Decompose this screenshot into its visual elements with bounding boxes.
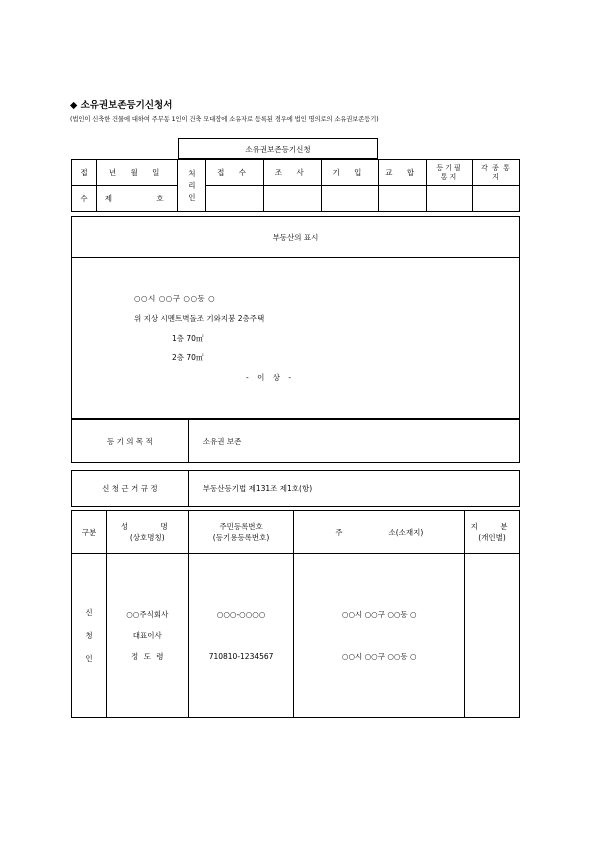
basis-value[interactable]: 부동산등기법 제131조 제1호(항) xyxy=(188,471,519,507)
representative-title: 대표이사 xyxy=(132,631,162,640)
each-notice-cell[interactable] xyxy=(473,186,520,212)
check-cell[interactable] xyxy=(379,186,427,212)
entry-cell[interactable] xyxy=(321,186,379,212)
application-heading-box xyxy=(178,138,378,159)
representative-name: 정 도 령 xyxy=(131,652,164,661)
applicant-share-cell[interactable] xyxy=(465,554,520,718)
cert-notice-label: 등기필통지 xyxy=(427,160,473,186)
purpose-label: 등 기 의 목 적 xyxy=(72,420,189,463)
property-building: 위 지상 시멘트벽돌조 기와지붕 2층주택 xyxy=(134,314,265,323)
representative-address: ○○시 ○○구 ○○동 ○ xyxy=(341,651,417,661)
receipt-label: 접 수 xyxy=(206,160,264,186)
id-header: 주민등록번호 (등기용등록번호) xyxy=(188,511,294,554)
property-heading-row xyxy=(72,217,519,258)
basis-label: 신 청 근 거 규 정 xyxy=(72,471,189,507)
application-heading: 소유권보존등기신청 xyxy=(245,145,311,154)
applicant-name-cell[interactable] xyxy=(106,554,188,718)
company-name: ○○주식회사 xyxy=(126,610,169,619)
purpose-table xyxy=(71,419,520,507)
cert-notice-cell[interactable] xyxy=(427,186,473,212)
address-header: 주 소(소재지) xyxy=(294,511,465,554)
number-label: 제 호 xyxy=(96,186,178,212)
each-notice-label: 각 종 통 지 xyxy=(473,160,520,186)
document-title: ◆ 소유권보존등기신청서 xyxy=(70,100,173,111)
property-end-mark: - 이 상 - xyxy=(246,373,292,382)
applicant-table xyxy=(71,510,520,718)
name-header: 성 명 (상호명칭) xyxy=(106,511,188,554)
property-section xyxy=(71,216,520,419)
jeop-label: 접 xyxy=(72,160,97,186)
purpose-value[interactable]: 소유권 보존 xyxy=(188,420,519,463)
applicant-id-cell[interactable] xyxy=(188,554,294,718)
property-floor-2: 2층 70㎡ xyxy=(172,353,204,362)
reception-table xyxy=(71,159,520,212)
company-registration-number: ○○○-○○○○ xyxy=(216,609,266,619)
review-label: 조 사 xyxy=(263,160,321,186)
applicant-row-label: 신 청 인 xyxy=(72,554,107,718)
company-address: ○○시 ○○구 ○○동 ○ xyxy=(341,609,417,619)
category-header: 구분 xyxy=(72,511,107,554)
property-heading: 부동산의 표시 xyxy=(272,233,319,242)
representative-id-number: 710810-1234567 xyxy=(208,651,274,661)
check-label: 교 합 xyxy=(379,160,427,186)
applicant-address-cell[interactable] xyxy=(294,554,465,718)
su-label: 수 xyxy=(72,186,97,212)
review-cell[interactable] xyxy=(263,186,321,212)
share-header: 지 분 (개인별) xyxy=(465,511,520,554)
receipt-cell[interactable] xyxy=(206,186,264,212)
document-subtitle: (법인이 신축한 건물에 대하여 주무동 1인이 건축 모대장에 소유자로 등록된 경우에 법인 명의로의 소유권보존등기) xyxy=(70,116,379,123)
section-gap xyxy=(72,463,520,471)
processor-label: 처리인 xyxy=(178,160,206,212)
property-floor-1: 1층 70㎡ xyxy=(172,334,204,343)
property-address: ○○시 ○○구 ○○동 ○ xyxy=(134,294,216,303)
entry-label: 기 입 xyxy=(321,160,379,186)
date-label: 년 월 일 xyxy=(96,160,178,186)
